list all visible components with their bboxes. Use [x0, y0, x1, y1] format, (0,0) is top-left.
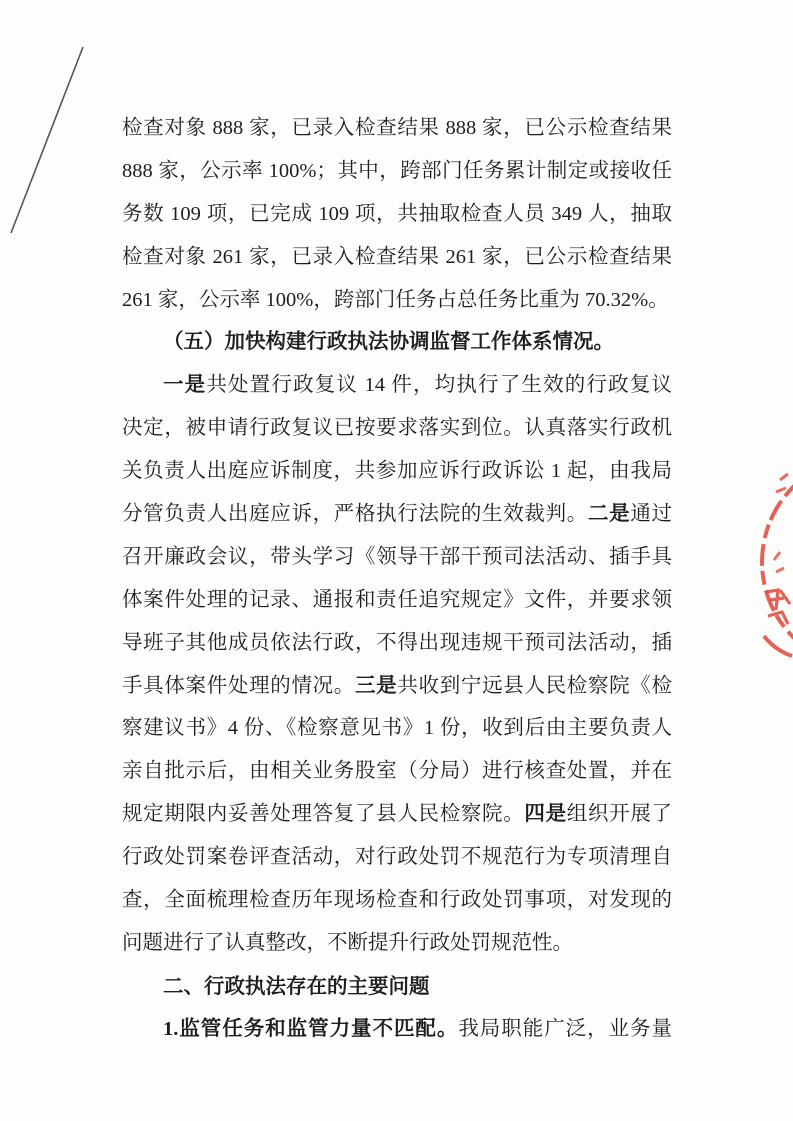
text-line: 888 家，公示率 100%；其中，跨部门任务累计制定或接收任 — [122, 159, 672, 182]
text-line — [122, 665, 672, 708]
text-line — [122, 364, 672, 407]
text-run: 我局职能广泛，业务量 — [458, 1017, 673, 1040]
document-body — [122, 107, 672, 1051]
emphasis-lead: 一是 — [163, 374, 207, 397]
text-line: 问题进行了认真整改，不断提升行政处罚规范性。 — [122, 931, 573, 954]
subsection-heading: （五）加快构建行政执法协调监督工作体系情况。 — [163, 331, 614, 354]
text-line: 决定，被申请行政复议已按要求落实到位。认真落实行政机 — [122, 417, 672, 440]
text-line — [122, 493, 672, 536]
text-run: 共收到宁远县人民检察院《检 — [397, 674, 673, 697]
text-run: 组织开展了 — [566, 803, 673, 826]
text-run: 分管负责人出庭应诉，严格执行法院的生效裁判。 — [122, 503, 588, 526]
text-run: 通过 — [630, 503, 673, 526]
text-line: 体案件处理的记录、通报和责任追究规定》文件，并要求领 — [122, 588, 672, 611]
text-line: 检查对象 261 家，已录入检查结果 261 家，已公示检查结果 — [122, 245, 672, 268]
text-run: 规定期限内妥善处理答复了县人民检察院。 — [122, 803, 525, 826]
text-line: 261 家，公示率 100%，跨部门任务占总任务比重为 70.32%。 — [122, 288, 669, 311]
official-seal-fragment — [740, 440, 793, 680]
emphasis-lead: 二是 — [587, 503, 631, 526]
emphasis-lead: 三是 — [354, 674, 398, 697]
text-line: 行政处罚案卷评查活动，对行政处罚不规范行为专项清理自 — [122, 846, 672, 869]
text-line: 导班子其他成员依法行政，不得出现违规干预司法活动，插 — [122, 631, 672, 654]
text-line — [122, 1008, 672, 1051]
section-heading: 二、行政执法存在的主要问题 — [163, 973, 430, 998]
text-line: 查，全面梳理检查历年现场检查和行政处罚事项，对发现的 — [122, 889, 672, 912]
text-line: 务数 109 项，已完成 109 项，共抽取检查人员 349 人，抽取 — [122, 202, 672, 225]
emphasis-lead: 1.监管任务和监管力量不匹配。 — [163, 1017, 459, 1040]
text-line — [122, 793, 672, 836]
scan-artifact-line — [0, 40, 90, 240]
text-line: 检查对象 888 家，已录入检查结果 888 家，已公示检查结果 — [122, 117, 672, 139]
emphasis-lead: 四是 — [524, 803, 567, 826]
text-line: 召开廉政会议，带头学习《领导干部干预司法活动、插手具 — [122, 545, 672, 568]
text-line: 察建议书》4 份、《检察意见书》1 份，收到后由主要负责人 — [122, 717, 672, 740]
text-line: 亲自批示后，由相关业务股室（分局）进行核查处置，并在 — [122, 760, 672, 783]
text-run: 手具体案件处理的情况。 — [122, 674, 355, 697]
text-run: 共处置行政复议 14 件，均执行了生效的行政复议 — [206, 374, 673, 397]
text-line: 关负责人出庭应诉制度，共参加应诉行政诉讼 1 起，由我局 — [122, 460, 672, 483]
